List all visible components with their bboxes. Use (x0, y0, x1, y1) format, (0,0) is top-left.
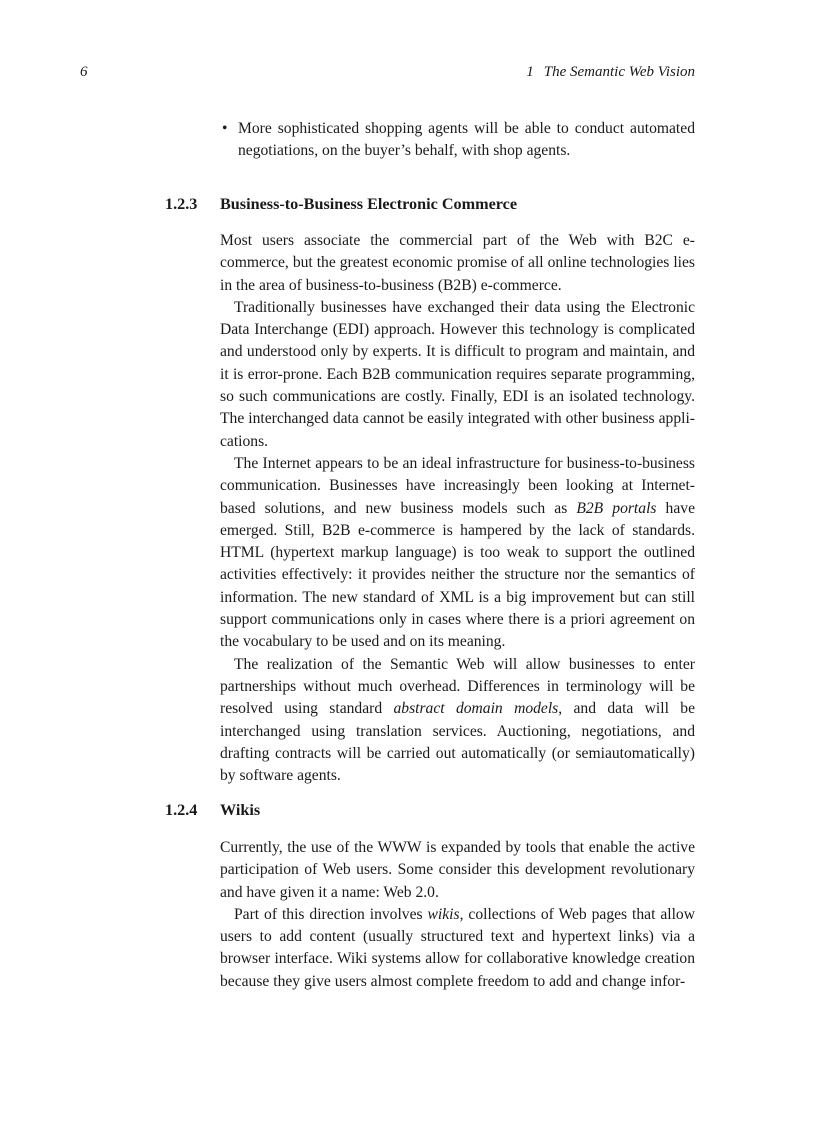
list-item: • More sophisticated shopping agents will be able to conduct automated negotiations, on the buyer’s behalf, with shop agents. (220, 118, 695, 163)
paragraph: Currently, the use of the WWW is expanded by tools that enable the active participation of Web users. Some consider this development revolutionary and have given it a name: Web 2.0. (220, 839, 695, 901)
section-heading-wikis (165, 801, 260, 820)
emphasis: wikis (427, 905, 460, 923)
chapter-title: The Semantic Web Vision (543, 64, 695, 80)
emphasis: abstract domain models (393, 700, 559, 718)
section-heading-b2b (165, 195, 517, 214)
paragraph: The realization of the Semantic Web will allow businesses to enter partnerships without much overhead. Differences in terminology will be resolved using standard abstract domain models, and data will be interchanged using translation services. Auctioning, negotiations, and drafting contracts will be carried out automatically (or semiautomatically) by software agents. (220, 655, 695, 785)
section-number: 1.2.3 (165, 195, 198, 213)
page-number: 6 (80, 64, 88, 80)
paragraph: The Internet appears to be an ideal infrastructure for business-to-business communication. Businesses have increasingly been looking at Internet-based solutions, and new business models such as B2B portals have emerged. Still, B2B e-commerce is hampered by the lack of standards. HTML (hypertext markup language) is too weak to support the outlined activities effectively: it provides neither the structure nor the semantics of information. The new standard of XML is a big improvement but can still support communications only in cases where there is a priori agreement on the vocabulary to be used and on its meaning. (220, 454, 695, 651)
running-head (526, 64, 695, 81)
emphasis: B2B portals (576, 499, 657, 517)
paragraph: Traditionally businesses have exchanged their data using the Electronic Data Interchange (EDI) approach. However this technology is complicated and understood only by experts. It is difficult to program and maintain, and it is error-prone. Each B2B communication requires separate programming, so such communications are costly. Finally, EDI is an isolated technology. The interchanged data cannot be easily integrated with other business applications. (220, 298, 695, 450)
paragraph: Most users associate the commercial part of the Web with B2C e-commerce, but the greatest economic promise of all online technologies lies in the area of business-to-business (B2B) e-commerce. (220, 232, 695, 294)
paragraph: Part of this direction involves wikis, collections of Web pages that allow users to add content (usually structured text and hypertext links) via a browser interface. Wiki systems allow for collaborative knowledge creation because they give users almost complete freedom to add and change infor- (220, 905, 695, 990)
chapter-number: 1 (526, 64, 534, 80)
bullet-list (220, 118, 695, 163)
section-title: Wikis (220, 801, 261, 819)
section-body-wikis (220, 837, 695, 993)
section-number: 1.2.4 (165, 801, 198, 819)
section-title: Business-to-Business Electronic Commerce (220, 195, 518, 213)
section-body-b2b (220, 230, 695, 787)
